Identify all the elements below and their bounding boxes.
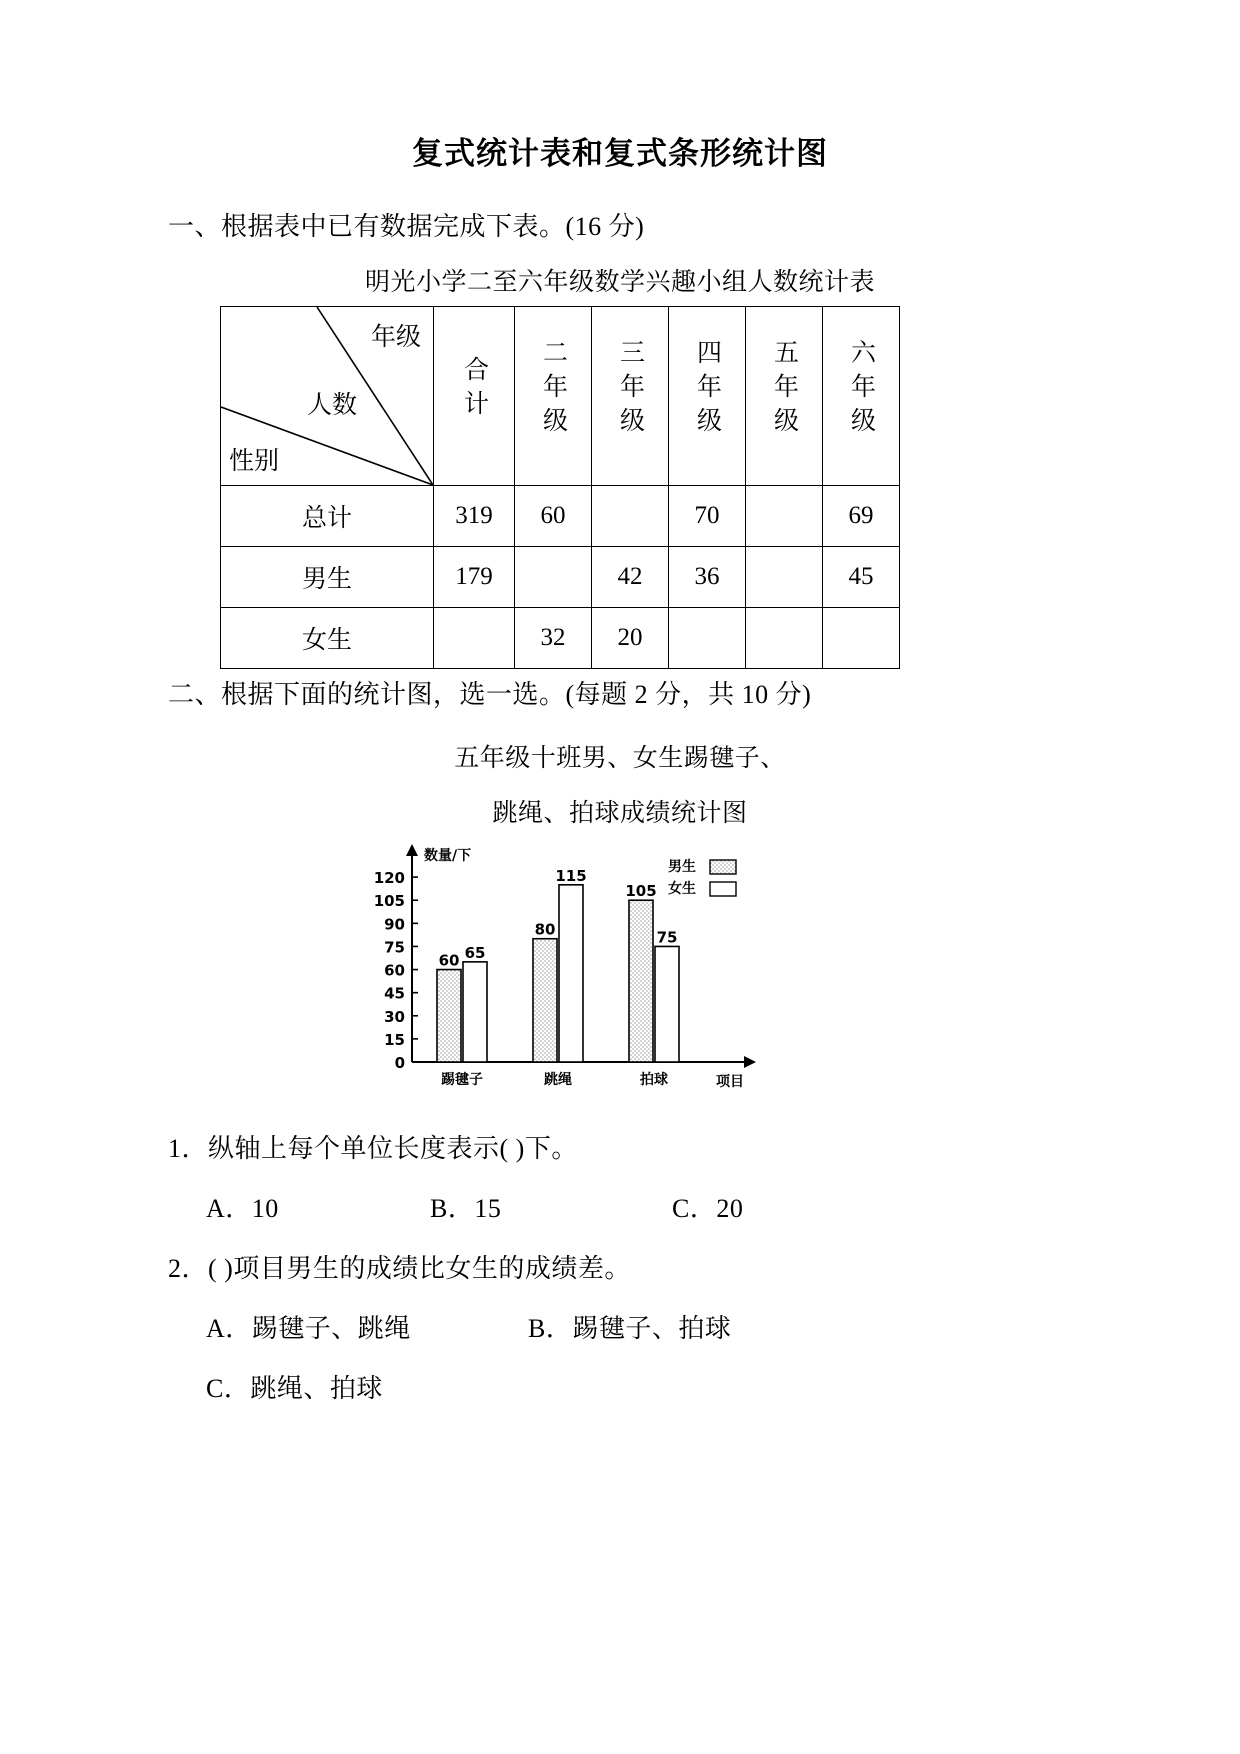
svg-text:踢毽子: 踢毽子 xyxy=(441,1072,483,1088)
question-1-option-c[interactable]: C．20 xyxy=(672,1194,744,1223)
cell-total-g2[interactable]: 60 xyxy=(515,486,592,547)
bar-chart xyxy=(350,838,800,1108)
svg-text:45: 45 xyxy=(384,984,405,1003)
svg-text:105: 105 xyxy=(373,892,405,911)
column-header-grade-5: 五年级 xyxy=(746,307,823,486)
table-header-row xyxy=(221,307,900,486)
row-label-boys: 男生 xyxy=(221,547,434,608)
stat-table-caption: 明光小学二至六年级数学兴趣小组人数统计表 xyxy=(364,269,875,296)
cell-boys-g6[interactable]: 45 xyxy=(823,547,900,608)
corner-label-gender: 性别 xyxy=(229,448,280,475)
bar-chart-svg xyxy=(350,838,800,1108)
svg-text:115: 115 xyxy=(555,866,587,885)
question-2-text: 2．( )项目男生的成绩比女生的成绩差。 xyxy=(168,1254,631,1283)
question-2-option-b[interactable]: B．踢毽子、拍球 xyxy=(528,1314,732,1343)
page-title: 复式统计表和复式条形统计图 xyxy=(412,136,828,172)
svg-text:120: 120 xyxy=(373,869,405,888)
cell-total-sum[interactable]: 319 xyxy=(434,486,515,547)
cell-total-g3[interactable] xyxy=(592,486,669,547)
cell-girls-g6[interactable] xyxy=(823,608,900,669)
stat-table-container xyxy=(220,306,892,669)
cell-girls-sum[interactable] xyxy=(434,608,515,669)
svg-text:60: 60 xyxy=(438,951,460,970)
chart-title-line-1: 五年级十班男、女生踢毽子、 xyxy=(454,745,786,772)
statistics-table xyxy=(220,306,900,669)
svg-text:跳绳: 跳绳 xyxy=(544,1072,572,1088)
row-label-girls: 女生 xyxy=(221,608,434,669)
cell-boys-sum[interactable]: 179 xyxy=(434,547,515,608)
section-one-prompt: 一、根据表中已有数据完成下表。(16 分) xyxy=(168,212,645,241)
corner-label-count: 人数 xyxy=(307,392,358,419)
table-row xyxy=(221,608,900,669)
svg-text:60: 60 xyxy=(384,961,405,980)
cell-boys-g4[interactable]: 36 xyxy=(669,547,746,608)
cell-boys-g2[interactable] xyxy=(515,547,592,608)
question-2-option-a[interactable]: A．踢毽子、跳绳 xyxy=(206,1314,411,1343)
table-row xyxy=(221,486,900,547)
section-two-prompt: 二、根据下面的统计图，选一选。(每题 2 分，共 10 分) xyxy=(168,680,812,709)
svg-text:75: 75 xyxy=(384,938,405,957)
svg-text:15: 15 xyxy=(384,1030,405,1049)
column-header-grade-6: 六年级 xyxy=(823,307,900,486)
cell-total-g4[interactable]: 70 xyxy=(669,486,746,547)
cell-girls-g5[interactable] xyxy=(746,608,823,669)
corner-label-grade: 年级 xyxy=(370,324,421,351)
cell-boys-g3[interactable]: 42 xyxy=(592,547,669,608)
question-1-text: 1．纵轴上每个单位长度表示( )下。 xyxy=(168,1134,578,1163)
svg-text:75: 75 xyxy=(656,928,678,947)
svg-text:30: 30 xyxy=(384,1007,405,1026)
svg-text:80: 80 xyxy=(534,920,556,939)
svg-text:男生: 男生 xyxy=(668,859,696,875)
svg-text:105: 105 xyxy=(625,882,657,901)
question-1-option-b[interactable]: B．15 xyxy=(430,1194,502,1223)
column-header-grade-4: 四年级 xyxy=(669,307,746,486)
corner-diagonals xyxy=(221,307,433,485)
header-corner-cell xyxy=(221,307,434,486)
cell-girls-g4[interactable] xyxy=(669,608,746,669)
cell-girls-g3[interactable]: 20 xyxy=(592,608,669,669)
cell-total-g5[interactable] xyxy=(746,486,823,547)
svg-text:数量/下: 数量/下 xyxy=(424,848,472,864)
cell-girls-g2[interactable]: 32 xyxy=(515,608,592,669)
svg-text:女生: 女生 xyxy=(668,881,696,897)
svg-text:项目: 项目 xyxy=(716,1074,744,1090)
column-header-total: 合计 xyxy=(434,307,515,486)
cell-boys-g5[interactable] xyxy=(746,547,823,608)
column-header-grade-3: 三年级 xyxy=(592,307,669,486)
question-1-option-a[interactable]: A．10 xyxy=(206,1194,279,1223)
cell-total-g6[interactable]: 69 xyxy=(823,486,900,547)
svg-text:90: 90 xyxy=(384,915,405,934)
column-header-grade-2: 二年级 xyxy=(515,307,592,486)
table-row xyxy=(221,547,900,608)
question-2-option-c[interactable]: C．跳绳、拍球 xyxy=(206,1374,383,1403)
row-label-total: 总计 xyxy=(221,486,434,547)
svg-text:拍球: 拍球 xyxy=(640,1072,668,1088)
svg-text:65: 65 xyxy=(464,943,486,962)
chart-title-line-2: 跳绳、拍球成绩统计图 xyxy=(492,800,748,827)
svg-text:0: 0 xyxy=(394,1054,405,1072)
